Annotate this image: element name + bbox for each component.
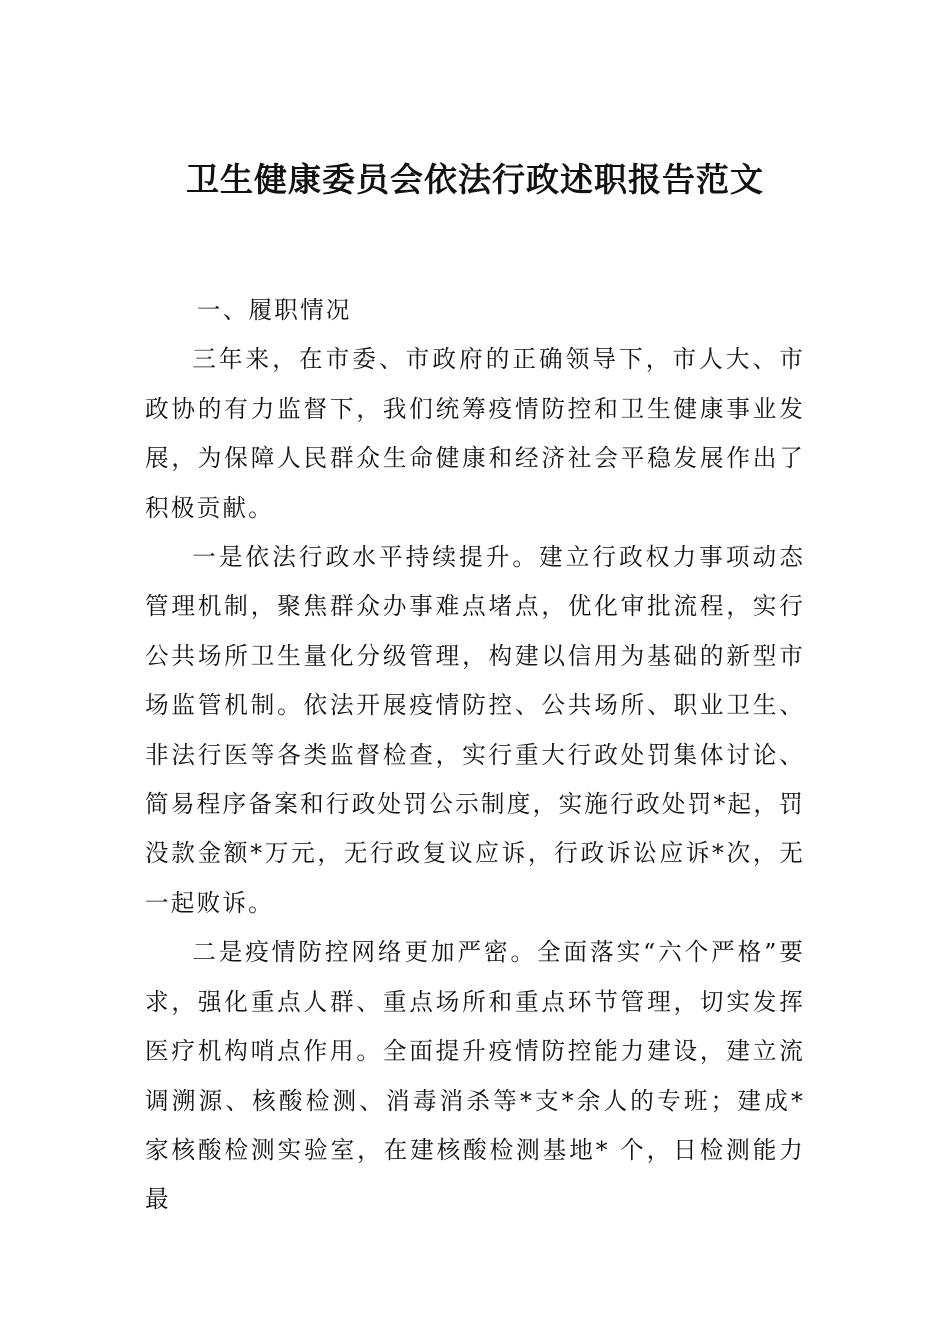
document-title: 卫生健康委员会依法行政述职报告范文 (186, 160, 764, 199)
paragraph-overview: 三年来，在市委、市政府的正确领导下，市人大、市政协的有力监督下，我们统筹疫情防控和卫生健康事业发展，为保障人民群众生命健康和经济社会平稳发展作出了积极贡献。 (145, 345, 805, 522)
paragraph-law-administration: 一是依法行政水平持续提升。建立行政权力事项动态管理机制，聚焦群众办事难点堵点，优化审批流程，实行公共场所卫生量化分级管理，构建以信用为基础的新型市场监管机制。依法开展疫情防控、公共场所、职业卫生、非法行医等各类监督检查，实行重大行政处罚集体讨论、简易程序备案和行政处罚公示制度，实施行政处罚*起，罚没款金额*万元，无行政复议应诉，行政诉讼应诉*次，无一起败诉。 (145, 543, 805, 917)
section-heading-performance: 一、履职情况 (196, 296, 352, 324)
document-body (145, 286, 805, 1225)
paragraph-epidemic-prevention: 二是疫情防控网络更加严密。全面落实“六个严格”要求，强化重点人群、重点场所和重点环节管理，切实发挥医疗机构哨点作用。全面提升疫情防控能力建设，建立流调溯源、核酸检测、消毒消杀等*支*余人的专班；建成*家核酸检测实验室，在建核酸检测基地* 个，日检测能力最 (145, 938, 805, 1214)
